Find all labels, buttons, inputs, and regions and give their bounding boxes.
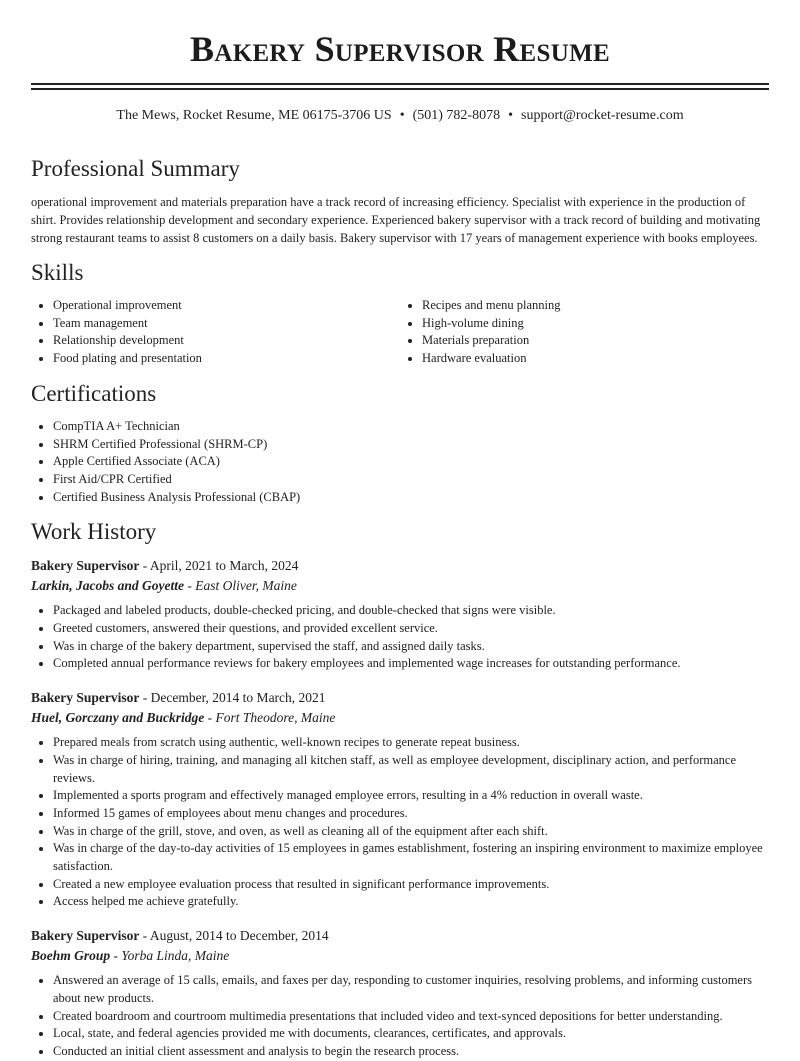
certification-item: • SHRM Certified Professional (SHRM-CP) <box>53 436 769 454</box>
job-title-line <box>31 556 769 576</box>
job-entry <box>31 556 769 673</box>
skills-heading: Skills <box>31 260 84 285</box>
certifications-list <box>31 418 769 507</box>
job-company: Huel, Gorczany and Buckridge <box>31 710 205 726</box>
job-title: Bakery Supervisor <box>31 558 140 574</box>
job-bullets <box>31 972 769 1061</box>
job-company: Larkin, Jacobs and Goyette <box>31 578 184 594</box>
job-company-line <box>31 946 769 966</box>
job-bullet: • Conducted an initial client assessment and analysis to begin the research process. <box>53 1043 769 1061</box>
skills-list-right <box>400 297 769 368</box>
job-dates: - December, 2014 to March, 2021 <box>139 690 326 706</box>
job-bullet: • Answered an average of 15 calls, emails, and faxes per day, responding to customer inquiries, resolving problems, and informing customers about new products. <box>53 972 769 1007</box>
job-company-line <box>31 576 769 596</box>
skill-item: • Team management <box>53 315 400 333</box>
skill-item: • Recipes and menu planning <box>422 297 769 315</box>
skill-item: • Materials preparation <box>422 332 769 350</box>
contact-address: The Mews, Rocket Resume, ME 06175-3706 US <box>116 108 392 123</box>
job-bullet: • Access helped me achieve gratefully. <box>53 893 769 911</box>
job-bullet: • Informed 15 games of employees about menu changes and procedures. <box>53 805 769 823</box>
job-bullet: • Created boardroom and courtroom multimedia presentations that included video and text-synced depositions for better understanding. <box>53 1008 769 1026</box>
work-history-heading: Work History <box>31 519 157 545</box>
certification-item: • First Aid/CPR Certified <box>53 471 769 489</box>
certification-item: • Certified Business Analysis Professional (CBAP) <box>53 489 769 507</box>
job-location: - East Oliver, Maine <box>184 578 297 594</box>
job-bullets <box>31 602 769 673</box>
certification-item: • CompTIA A+ Technician <box>53 418 769 436</box>
skill-item: • Operational improvement <box>53 297 400 315</box>
skills-columns <box>31 297 769 368</box>
skill-item: • Relationship development <box>53 332 400 350</box>
resume-title: Bakery Supervisor Resume <box>190 29 610 69</box>
job-company: Boehm Group <box>31 948 111 964</box>
job-entry <box>31 688 769 911</box>
job-title: Bakery Supervisor <box>31 690 140 706</box>
skill-item: • Food plating and presentation <box>53 350 400 368</box>
contact-email[interactable]: support@rocket-resume.com <box>521 108 684 123</box>
summary-text: operational improvement and materials preparation have a track record of increasing efficiency. Specialist with experience in the production of shirt. Provides relationship development and secondary experience. Experienced bakery supervisor with a track record of building and motivating strong restaurant teams to assist 8 customers on a daily basis. Bakery supervisor with 17 years of management experience with books employees. <box>31 195 761 245</box>
job-bullet: • Implemented a sports program and effectively managed employee errors, resulting in a 4% reduction in overall waste. <box>53 787 769 805</box>
contact-line <box>31 107 769 125</box>
job-bullet: • Local, state, and federal agencies provided me with documents, clearances, certificates, and approvals. <box>53 1025 769 1043</box>
job-dates: - April, 2021 to March, 2024 <box>139 558 299 574</box>
job-dates: - August, 2014 to December, 2014 <box>139 928 329 944</box>
summary-section <box>31 155 769 247</box>
certification-item: • Apple Certified Associate (ACA) <box>53 453 769 471</box>
job-bullet: • Was in charge of the bakery department, supervised the staff, and assigned daily tasks. <box>53 638 769 656</box>
job-bullet: • Was in charge of the day-to-day activities of 15 employees in games establishment, fostering an inspiring environment to maximize employee satisfaction. <box>53 840 769 875</box>
job-company-line <box>31 708 769 728</box>
summary-heading: Professional Summary <box>31 156 240 181</box>
job-bullet: • Was in charge of hiring, training, and managing all kitchen staff, as well as employee development, disciplinary action, and performance reviews. <box>53 752 769 787</box>
job-title: Bakery Supervisor <box>31 928 140 944</box>
skills-section <box>31 259 769 368</box>
job-bullet: • Greeted customers, answered their questions, and provided excellent service. <box>53 620 769 638</box>
contact-separator: • <box>508 108 514 123</box>
skills-list-left <box>31 297 400 368</box>
job-bullet: • Prepared meals from scratch using authentic, well-known recipes to generate repeat business. <box>53 734 769 752</box>
contact-separator: • <box>399 108 405 123</box>
job-location: - Fort Theodore, Maine <box>204 710 336 726</box>
job-bullet: • Was in charge of the grill, stove, and oven, as well as cleaning all of the equipment after each shift. <box>53 823 769 841</box>
skill-item: • High-volume dining <box>422 315 769 333</box>
skill-item: • Hardware evaluation <box>422 350 769 368</box>
job-bullet: • Packaged and labeled products, double-checked pricing, and double-checked that signs were visible. <box>53 602 769 620</box>
job-bullet: • Completed annual performance reviews for bakery employees and implemented wage increases for outstanding performance. <box>53 655 769 673</box>
job-bullets <box>31 734 769 911</box>
job-location: - Yorba Linda, Maine <box>110 948 230 964</box>
contact-phone: (501) 782-8078 <box>412 108 501 123</box>
job-title-line <box>31 926 769 946</box>
certifications-heading: Certifications <box>31 380 157 406</box>
work-history-section <box>31 518 769 1060</box>
job-bullet: • Created a new employee evaluation process that resulted in significant performance improvements. <box>53 876 769 894</box>
title-divider <box>31 83 769 90</box>
job-entry <box>31 926 769 1061</box>
certifications-section <box>31 380 769 507</box>
job-title-line <box>31 688 769 708</box>
